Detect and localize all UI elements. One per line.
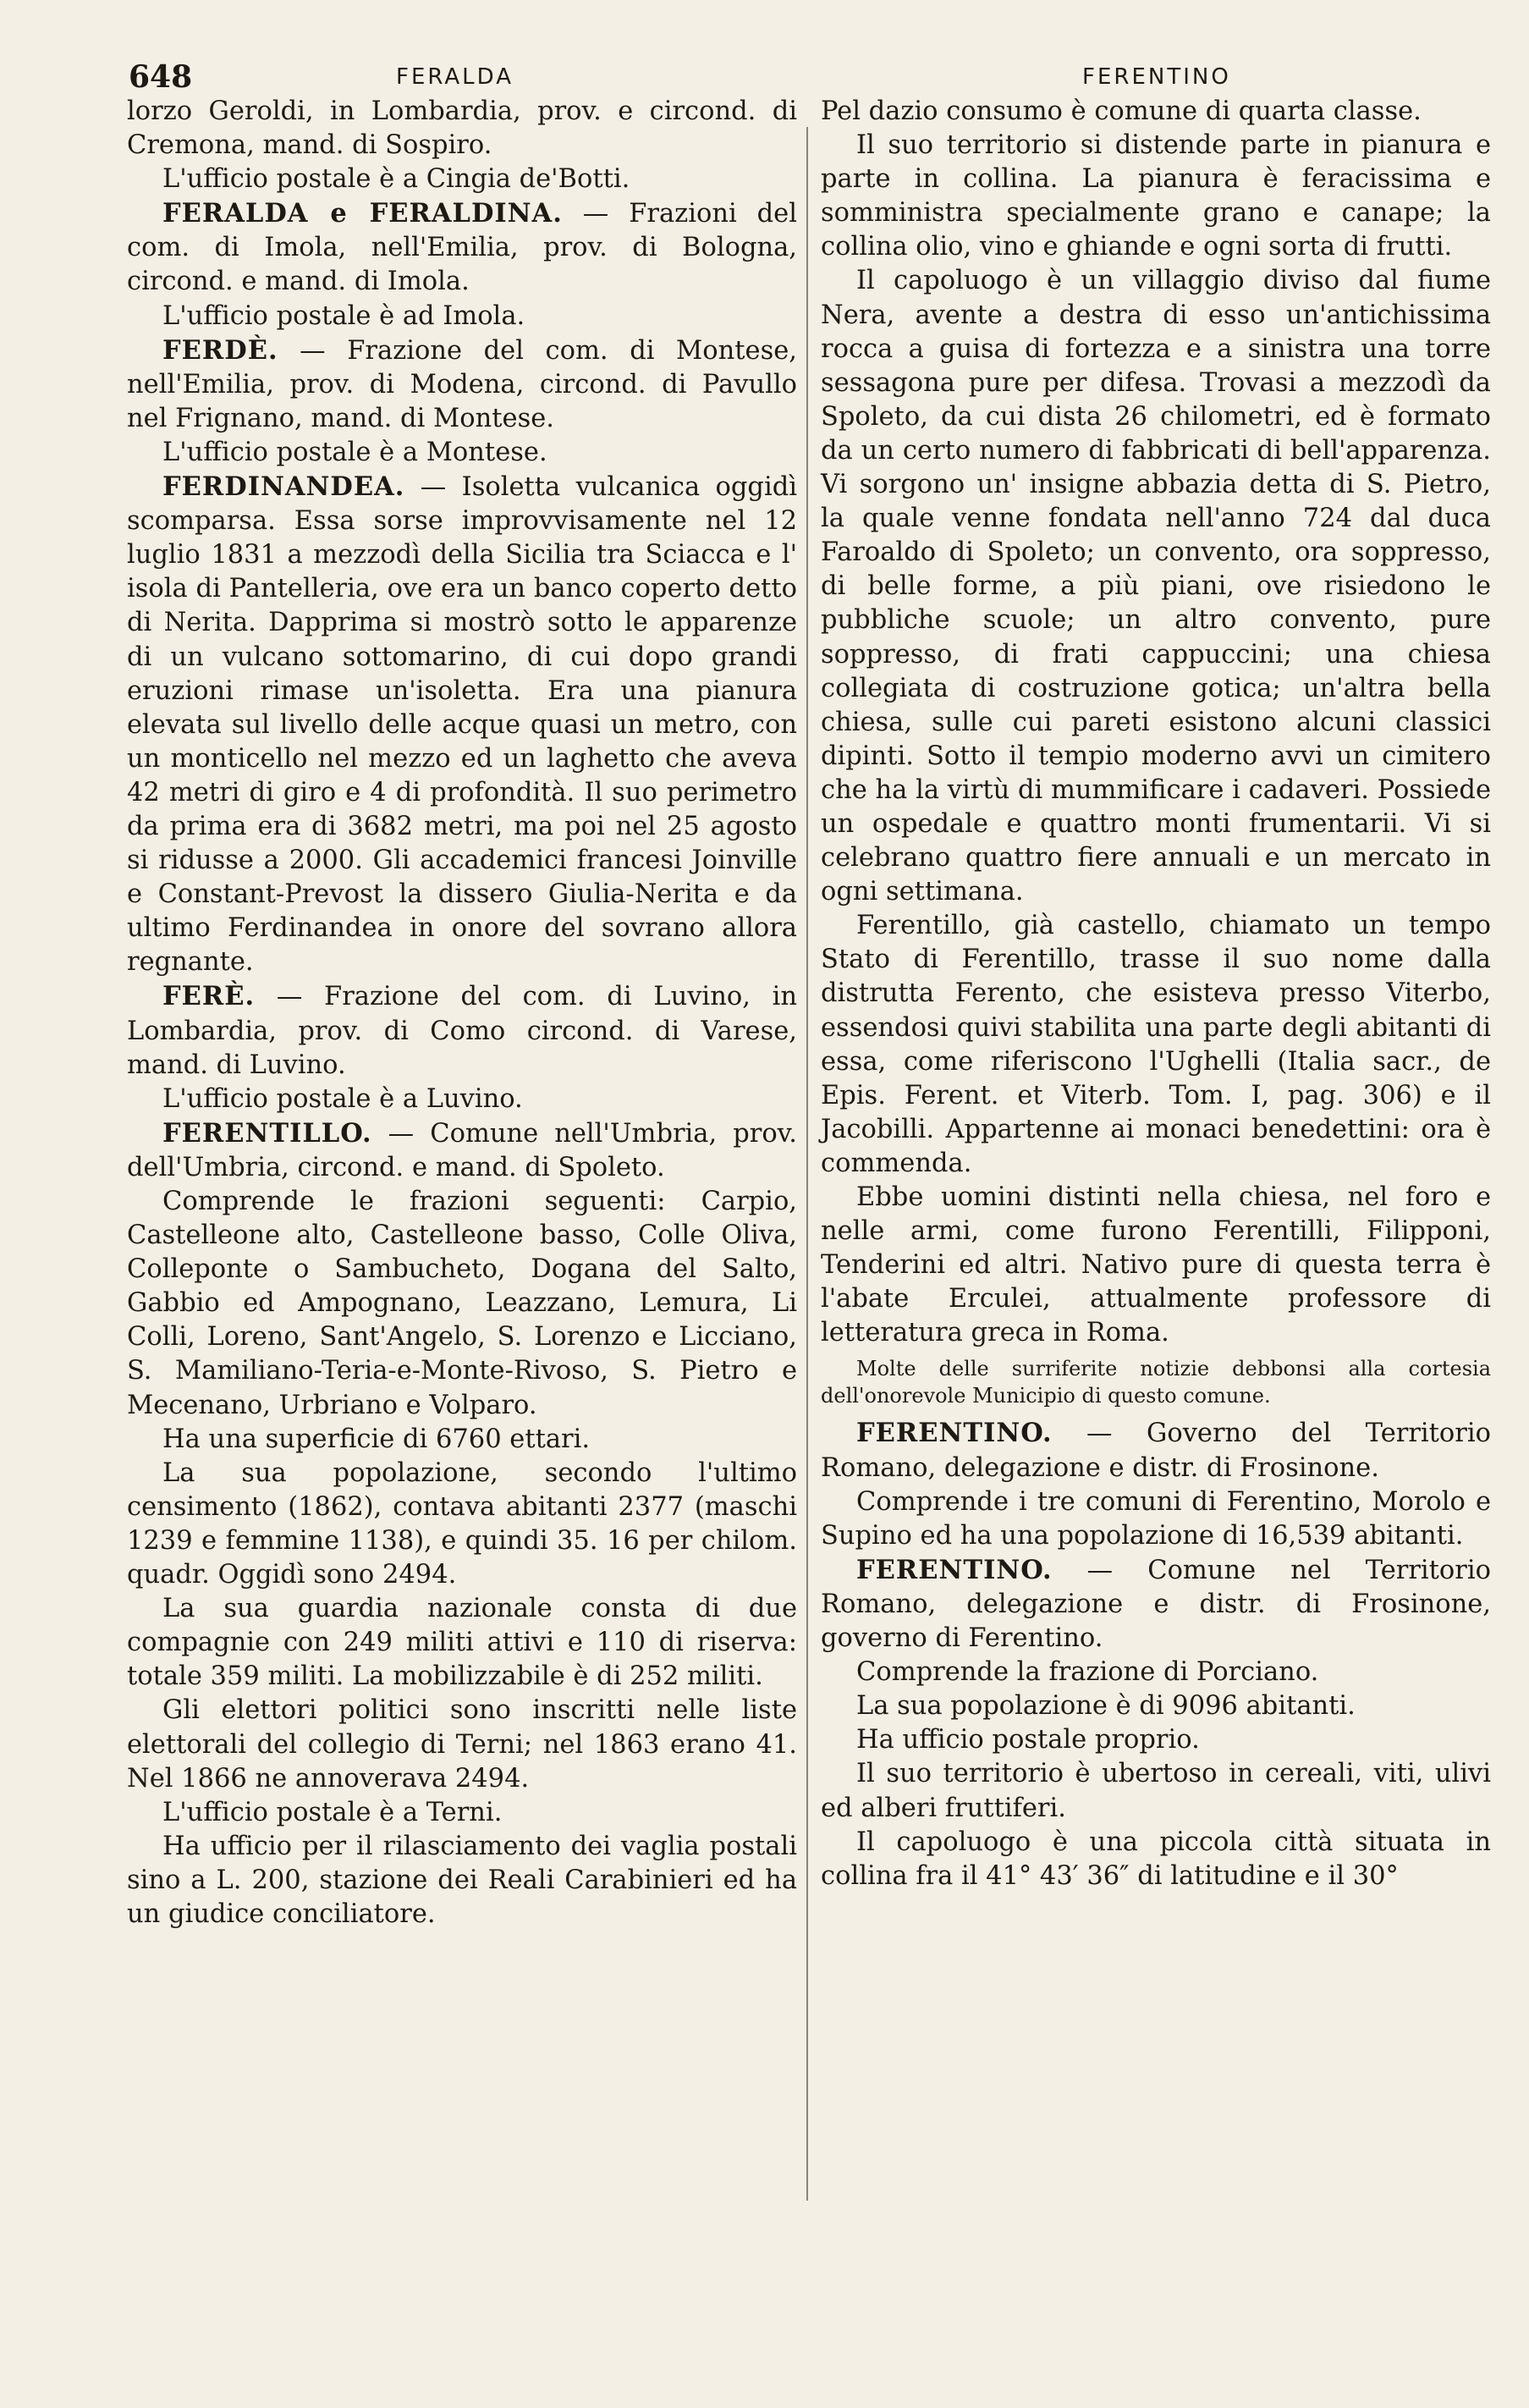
entry-paragraph (127, 979, 797, 1082)
paragraph-text: — Frazione del com. di Montese, nell'Emilia, prov. di Modena, circond. di Pavullo nel Frignano, mand. di Montese. (127, 335, 797, 433)
paragraph-text: La sua popolazione, secondo l'ultimo censimento (1862), contava abitanti 2377 (maschi 1239 e femmine 1138), e quindi 35. 16 per chilom. quadr. Oggidì sono 2494. (127, 1457, 797, 1590)
paragraph-text: — Comune nell'Umbria, prov. dell'Umbria, circond. e mand. di Spoleto. (127, 1118, 797, 1182)
body-paragraph (821, 1723, 1491, 1757)
body-paragraph (821, 1485, 1491, 1553)
paragraph-text: Ebbe uomini distinti nella chiesa, nel foro e nelle armi, come furono Ferentilli, Filipponi, Tenderini ed altri. Nativo pure di questa terra è l'abate Erculei, attualmente professore di letteratura greca in Roma. (821, 1182, 1491, 1348)
body-paragraph (821, 1181, 1491, 1350)
paragraph-text: Il suo territorio si distende parte in pianura e parte in collina. La pianura è feracissima e somministra specialmente grano e canape; la collina olio, vino e ghiande e ogni sorta di frutti. (821, 130, 1491, 262)
body-paragraph (127, 1457, 797, 1592)
entry-headword: FERDÈ. (162, 334, 278, 366)
entry-paragraph (127, 470, 797, 979)
running-head-right: FERENTINO (1082, 64, 1231, 90)
paragraph-text: Comprende la frazione di Porciano. (856, 1657, 1319, 1688)
entry-paragraph (127, 196, 797, 299)
paragraph-text: — Frazione del com. di Luvino, in Lombardia, prov. di Como circond. di Varese, mand. di Luvino. (127, 982, 797, 1080)
paragraph-text: Comprende le frazioni seguenti: Carpio, Castelleone alto, Castelleone basso, Colle Oliva, Colleponte o Sambucheto, Dogana del Salto, Gabbio ed Ampognano, Leazzano, Lemura, Li Colli, Loreno, Sant'Angelo, S. Lorenzo e Licciano, S. Mamiliano-Teria-e-Monte-Rivoso, S. Pietro e Mecenano, Urbriano e Volparo. (127, 1187, 797, 1420)
paragraph-text: Il suo territorio è ubertoso in cereali, viti, ulivi ed alberi fruttiferi. (821, 1759, 1491, 1823)
body-paragraph (127, 1185, 797, 1423)
body-paragraph (821, 1656, 1491, 1689)
paragraph-text: Il capoluogo è una piccola città situata in collina fra il 41° 43′ 36″ di latitudine e il 30° (821, 1827, 1491, 1891)
entry-headword: FERENTILLO. (162, 1117, 372, 1149)
paragraph-text: Gli elettori politici sono inscritti nelle liste elettorali del collegio di Terni; nel 1863 erano 41. Nel 1866 ne annoverava 2494. (127, 1695, 797, 1794)
body-paragraph (821, 1689, 1491, 1723)
paragraph-text: L'ufficio postale è a Montese. (162, 437, 547, 467)
body-paragraph (127, 1083, 797, 1116)
paragraph-text: — Isoletta vulcanica oggidì scomparsa. Essa sorse improvvisamente nel 12 luglio 1831 a mezzodì della Sicilia tra Sciacca e l' isola di Pantelleria, ove era un banco coperto detto di Nerita. Dapprima si mostrò sotto le apparenze di un vulcano sottomarino, di cui dopo grandi eruzioni rimase un'isoletta. Era una pianura elevata sul livello delle acque quasi un metro, con un monticello nel mezzo ed un laghetto che aveva 42 metri di giro e 4 di profondità. Il suo perimetro da prima era di 3682 metri, ma poi nel 25 agosto si ridusse a 2000. Gli accademici francesi Joinville e Constant-Prevost la dissero Giulia-Nerita e da ultimo Ferdinandea in onore del sovrano allora regnante. (127, 472, 797, 978)
paragraph-text: L'ufficio postale è a Cingia de'Botti. (162, 164, 630, 195)
body-paragraph (821, 1355, 1491, 1409)
page-number: 648 (129, 59, 193, 95)
body-paragraph (127, 1796, 797, 1830)
body-paragraph (127, 436, 797, 470)
body-paragraph (127, 1830, 797, 1931)
paragraph-text: lorzo Geroldi, in Lombardia, prov. e circond. di Cremona, mand. di Sospiro. (127, 96, 797, 161)
paragraph-text: — Frazioni del com. di Imola, nell'Emilia, prov. di Bologna, circond. e mand. di Imola. (127, 199, 797, 297)
body-paragraph (127, 1592, 797, 1694)
paragraph-text: L'ufficio postale è a Terni. (162, 1797, 503, 1827)
entry-headword: FERALDA e FERALDINA. (162, 198, 563, 229)
paragraph-text: Molte delle surriferite notizie debbonsi alla cortesia dell'onorevole Municipio di questo comune. (821, 1357, 1491, 1408)
body-paragraph (127, 300, 797, 333)
body-paragraph (821, 95, 1491, 129)
column-divider (806, 127, 808, 2201)
paragraph-text: Ha una superficie di 6760 ettari. (162, 1424, 591, 1454)
body-paragraph (127, 1694, 797, 1795)
body-paragraph (821, 1826, 1491, 1893)
paragraph-text: La sua guardia nazionale consta di due compagnie con 249 militi attivi e 110 di riserva: totale 359 militi. La mobilizzabile è di 252 militi. (127, 1594, 797, 1692)
entry-headword: FERÈ. (162, 981, 256, 1012)
paragraph-text: Il capoluogo è un villaggio diviso dal fiume Nera, avente a destra di esso un'antichissima rocca a guisa di fortezza e a sinistra una torre sessagona pure per difesa. Trovasi a mezzodì da Spoleto, da cui dista 26 chilometri, ed è formato da un certo numero di fabbricati di bell'apparenza. Vi sorgono un' insigne abbazia detta di S. Pietro, la quale venne fondata nell'anno 724 dal duca Faroaldo di Spoleto; un convento, ora soppresso, di belle forme, a più piani, ove risiedono le pubbliche scuole; un altro convento, pure soppresso, di frati cappuccini; una chiesa collegiata di costruzione gotica; un'altra bella chiesa, sulle cui pareti esistono alcuni classici dipinti. Sotto il tempio moderno avvi un cimitero che ha la virtù di mummificare i cadaveri. Possiede un ospedale e quattro monti frumentarii. Vi si celebrano quattro fiere annuali e un mercato in ogni settimana. (821, 266, 1491, 907)
paragraph-text: Ferentillo, già castello, chiamato un tempo Stato di Ferentillo, trasse il suo nome dalla distrutta Ferento, che esisteva presso Viterbo, essendosi quivi stabilita una parte degli abitanti di essa, come riferiscono l'Ughelli (Italia sacr., de Epis. Ferent. et Viterb. Tom. I, pag. 306) e il Jacobilli. Appartenne ai monaci benedettini: ora è commenda. (821, 911, 1491, 1178)
body-paragraph (127, 1423, 797, 1457)
body-paragraph (127, 163, 797, 196)
paragraph-text: La sua popolazione è di 9096 abitanti. (856, 1691, 1356, 1722)
paragraph-text: — Comune nel Territorio Romano, delegazione e distr. di Frosinone, governo di Ferentino. (821, 1555, 1491, 1654)
body-paragraph (821, 129, 1491, 264)
left-column (127, 95, 797, 1931)
paragraph-text: Comprende i tre comuni di Ferentino, Morolo e Supino ed ha una popolazione di 16,539 abitanti. (821, 1486, 1491, 1551)
running-head-left: FERALDA (396, 64, 514, 90)
paragraph-text: L'ufficio postale è ad Imola. (162, 300, 525, 331)
entry-headword: FERENTINO. (856, 1554, 1053, 1585)
paragraph-text: Ha ufficio postale proprio. (856, 1725, 1200, 1755)
body-paragraph (821, 1757, 1491, 1825)
paragraph-text: Ha ufficio per il rilasciamento dei vaglia postali sino a L. 200, stazione dei Reali Carabinieri ed ha un giudice conciliatore. (127, 1831, 797, 1929)
paragraph-text: — Governo del Territorio Romano, delegazione e distr. di Frosinone. (821, 1419, 1491, 1483)
right-column (821, 95, 1491, 1893)
body-paragraph (127, 95, 797, 163)
entry-paragraph (127, 333, 797, 436)
entry-headword: FERDINANDEA. (162, 471, 405, 503)
body-paragraph (821, 909, 1491, 1181)
body-paragraph (821, 264, 1491, 909)
entry-paragraph (127, 1116, 797, 1185)
entry-paragraph (821, 1416, 1491, 1485)
paragraph-text: Pel dazio consumo è comune di quarta classe. (821, 96, 1422, 126)
entry-paragraph (821, 1553, 1491, 1656)
entry-headword: FERENTINO. (856, 1418, 1053, 1449)
paragraph-text: L'ufficio postale è a Luvino. (162, 1083, 523, 1114)
footnote (821, 1355, 1491, 1409)
